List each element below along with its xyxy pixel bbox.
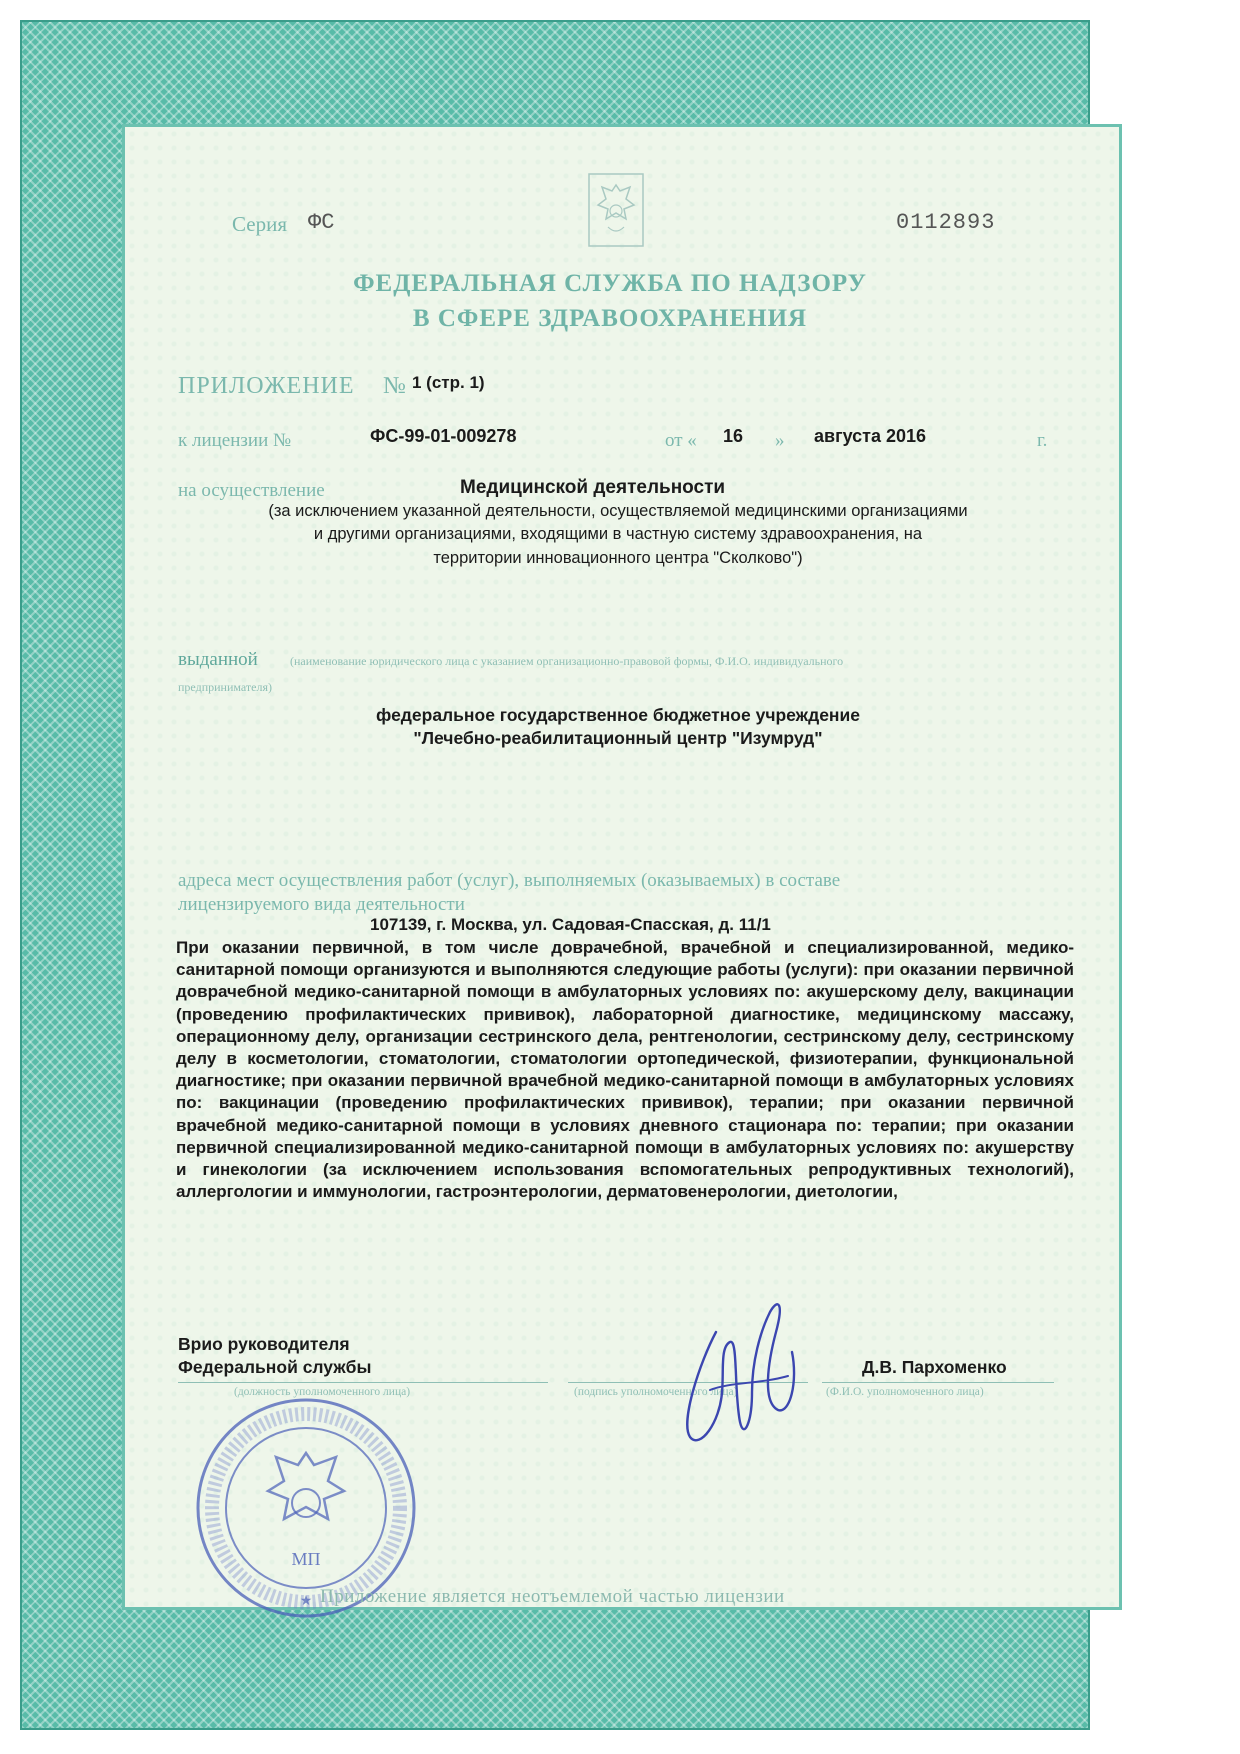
issued-hint-line1: (наименование юридического лица с указанием организационно-правовой формы, Ф.И.О. индивидуального <box>290 654 844 668</box>
signer-name: Д.В. Пархоменко <box>862 1357 1007 1377</box>
license-form-number: 0112893 <box>896 210 996 235</box>
name-line <box>822 1382 1054 1383</box>
position-line <box>178 1382 548 1383</box>
issued-hint-line2: предпринимателя) <box>178 680 272 694</box>
series-value: ФС <box>308 210 335 235</box>
activity-title: Медицинской деятельности <box>460 477 726 498</box>
appendix-number-sign: № <box>383 373 406 399</box>
license-label: к лицензии № <box>178 430 292 451</box>
organization-line1: федеральное государственное бюджетное учреждение <box>375 705 860 725</box>
activity-note-line3: территории инновационного центра "Сколково") <box>433 549 803 567</box>
coat-of-arms-emblem <box>586 171 646 249</box>
date-day: 16 <box>723 426 744 446</box>
series-label: Серия <box>232 212 287 236</box>
svg-text:★: ★ <box>299 1593 313 1609</box>
services-description: При оказании первичной, в том числе доврачебной, врачебной и специализированной, медико-санитарной помощи организуются и выполняются следующие работы (услуги): при оказании первичной доврачебной медико-санитарной помощи в амбулаторных условиях по: акушерскому делу, вакцинации (проведению профилактических прививок), лабораторной диагностике, медицинскому массажу, операционному делу, организации сестринского дела, рентгенологии, сестринскому делу, сестринскому делу в косметологии, стоматологии, стоматологии ортопедической, физиотерапии, функциональной диагностике; при оказании первичной врачебной медико-санитарной помощи в амбулаторных условиях по: вакцинации (проведению профилактических прививок), терапии; при оказании первичной врачебной медико-санитарной помощи в условиях дневного стационара по: терапии; при оказании первичной специализированной медико-санитарной помощи в амбулаторных условиях по: акушерству и гинекологии (за исключением использования вспомогательных репродуктивных технологий), аллергологии и иммунологии, гастроэнтерологии, дерматовенерологии, диетологии, <box>176 938 1074 1202</box>
appendix-label: ПРИЛОЖЕНИЕ <box>178 373 355 399</box>
activity-note-line1: (за исключением указанной деятельности, осуществляемой медицинскими организациями <box>268 502 968 520</box>
year-suffix: г. <box>1037 430 1048 451</box>
caption-name: (Ф.И.О. уполномоченного лица) <box>826 1386 984 1398</box>
activity-label: на осуществление <box>178 480 325 501</box>
issued-label: выданной <box>178 649 258 670</box>
agency-title-line2: В СФЕРЕ ЗДРАВООХРАНЕНИЯ <box>412 305 808 332</box>
address-label-line1: адреса мест осуществления работ (услуг), выполняемых (оказываемых) в составе <box>178 870 841 891</box>
activity-note-line2: и другими организациями, входящими в частную систему здравоохранения, на <box>313 525 923 543</box>
date-close-quote: » <box>775 430 785 451</box>
date-month-year: августа 2016 <box>814 426 927 446</box>
address-label-line2: лицензируемого вида деятельности <box>178 894 465 915</box>
stamp-center-text: МП <box>291 1549 321 1569</box>
caption-signature: (подпись уполномоченного лица) <box>574 1386 738 1398</box>
signer-title-line1: Врио руководителя <box>178 1334 350 1354</box>
address-value: 107139, г. Москва, ул. Садовая-Спасская, д. 11/1 <box>370 915 771 934</box>
appendix-value: 1 (стр. 1) <box>412 373 485 392</box>
license-number: ФС-99-01-009278 <box>370 426 517 446</box>
caption-position: (должность уполномоченного лица) <box>234 1386 411 1398</box>
footer-note: Приложение является неотъемлемой частью лицензии <box>320 1586 785 1607</box>
date-from-label: от « <box>665 430 697 451</box>
handwritten-signature <box>660 1272 810 1452</box>
agency-title-line1: ФЕДЕРАЛЬНАЯ СЛУЖБА ПО НАДЗОРУ <box>353 270 867 297</box>
organization-line2: "Лечебно-реабилитационный центр "Изумруд" <box>413 728 823 748</box>
signer-title-line2: Федеральной службы <box>178 1357 372 1377</box>
